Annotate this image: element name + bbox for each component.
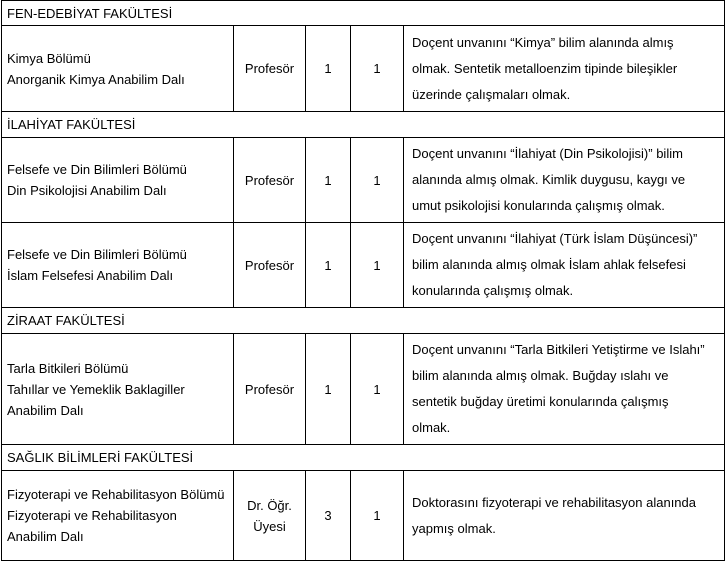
description-line: Doçent unvanını “İlahiyat (Türk İslam Düşüncesi)”	[412, 231, 698, 246]
faculty-name: SAĞLIK BİLİMLERİ FAKÜLTESİ	[2, 445, 725, 471]
department-line: Anorganik Kimya Anabilim Dalı	[7, 71, 185, 87]
degree-cell: 1	[351, 223, 404, 308]
description-line: Doçent unvanını “İlahiyat (Din Psikolojisi)” bilim	[412, 146, 683, 161]
title-cell	[234, 334, 306, 445]
faculty-name: FEN-EDEBİYAT FAKÜLTESİ	[2, 1, 725, 26]
degree-cell: 1	[351, 138, 404, 223]
department-line: İslam Felsefesi Anabilim Dalı	[7, 268, 174, 283]
description-line: olmak. Sentetik metalloenzim tipinde bileşikler	[412, 60, 678, 76]
position-row	[2, 223, 725, 308]
faculty-header-row	[2, 308, 725, 334]
title-cell	[234, 471, 306, 561]
description-line: yapmış olmak.	[412, 520, 496, 536]
description-line: bilim alanında almış olmak İslam ahlak felsefesi	[412, 257, 686, 272]
title-line: Profesör	[244, 257, 295, 273]
description-line: Doçent unvanını “Kimya” bilim alanında almış	[412, 34, 674, 50]
department-cell	[2, 223, 234, 308]
description-line: sentetik buğday üretimi konularında çalışmış	[412, 394, 669, 409]
position-row	[2, 334, 725, 445]
department-line: Tahıllar ve Yemeklik Baklagiller	[7, 381, 185, 397]
title-line: Profesör	[244, 61, 295, 76]
department-line: Fizyoterapi ve Rehabilitasyon Bölümü	[7, 487, 225, 502]
title-line: Üyesi	[253, 518, 286, 534]
faculty-name: İLAHİYAT FAKÜLTESİ	[2, 112, 725, 138]
description-line: üzerinde çalışmaları olmak.	[412, 86, 571, 102]
degree-cell: 1	[351, 471, 404, 561]
department-line: Din Psikolojisi Anabilim Dalı	[7, 183, 167, 198]
position-row	[2, 471, 725, 561]
description-line: alanında almış olmak. Kimlik duygusu, kaygı ve	[412, 172, 686, 187]
description-line: bilim alanında almış olmak. Buğday ıslahı ve	[412, 368, 669, 383]
description-cell	[404, 223, 725, 308]
position-row	[2, 138, 725, 223]
positions-table-body	[2, 1, 725, 561]
degree-cell: 1	[351, 334, 404, 445]
department-line: Tarla Bitkileri Bölümü	[7, 360, 129, 376]
department-cell	[2, 334, 234, 445]
faculty-header-row	[2, 112, 725, 138]
count-cell: 1	[306, 334, 351, 445]
description-line: umut psikolojisi konularında çalışmış olmak.	[412, 198, 665, 213]
description-line: Doktorasını fizyoterapi ve rehabilitasyon alanında	[412, 494, 696, 510]
title-line: Dr. Öğr.	[247, 497, 292, 513]
description-line: Doçent unvanını “Tarla Bitkileri Yetiştirme ve Islahı”	[412, 342, 705, 357]
description-line: konularında çalışmış olmak.	[412, 283, 574, 298]
position-row	[2, 26, 725, 112]
count-cell: 1	[306, 138, 351, 223]
description-line: olmak.	[412, 420, 451, 435]
title-cell	[234, 138, 306, 223]
description-cell	[404, 26, 725, 112]
positions-table	[1, 0, 725, 561]
count-cell: 1	[306, 223, 351, 308]
title-cell	[234, 26, 306, 112]
count-cell: 3	[306, 471, 351, 561]
description-cell	[404, 334, 725, 445]
department-line: Kimya Bölümü	[7, 50, 91, 66]
department-line: Felsefe ve Din Bilimleri Bölümü	[7, 162, 187, 177]
department-line: Anabilim Dalı	[7, 529, 84, 544]
description-cell	[404, 471, 725, 561]
department-line: Felsefe ve Din Bilimleri Bölümü	[7, 247, 187, 262]
department-cell	[2, 26, 234, 112]
title-cell	[234, 223, 306, 308]
title-line: Profesör	[244, 172, 295, 188]
department-line: Fizyoterapi ve Rehabilitasyon	[7, 508, 177, 523]
department-line: Anabilim Dalı	[7, 402, 84, 418]
title-line: Profesör	[244, 381, 295, 397]
department-cell	[2, 471, 234, 561]
faculty-name: ZİRAAT FAKÜLTESİ	[2, 308, 725, 334]
faculty-header-row	[2, 445, 725, 471]
degree-cell: 1	[351, 26, 404, 112]
department-cell	[2, 138, 234, 223]
description-cell	[404, 138, 725, 223]
faculty-header-row	[2, 1, 725, 26]
count-cell: 1	[306, 26, 351, 112]
